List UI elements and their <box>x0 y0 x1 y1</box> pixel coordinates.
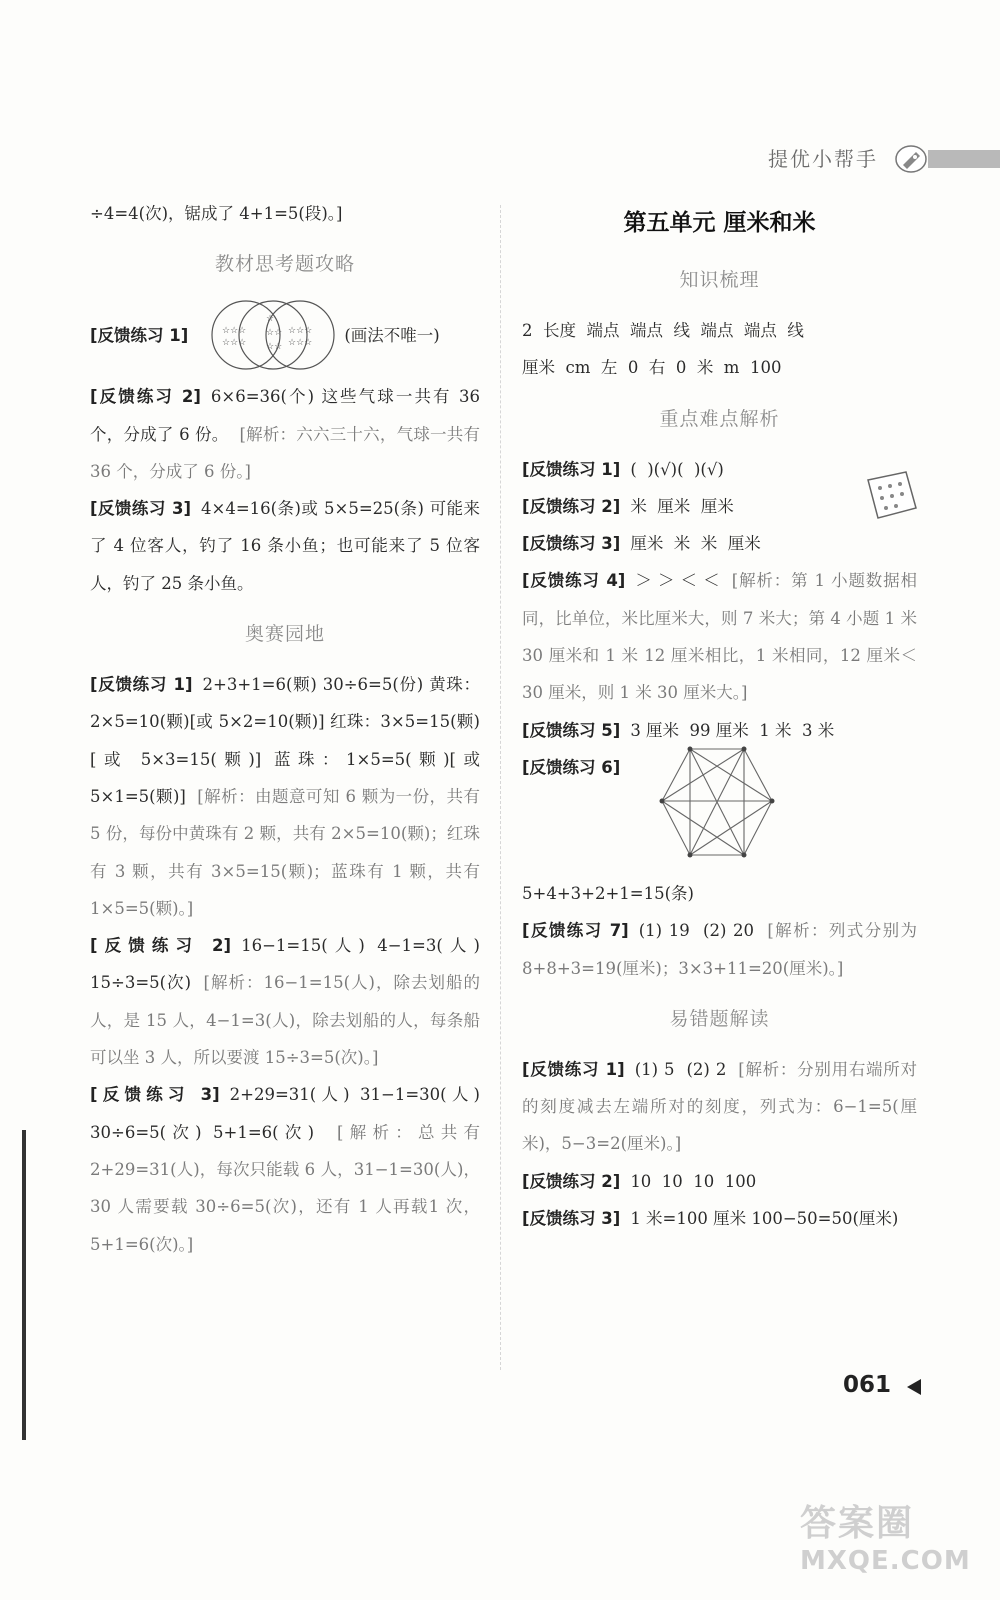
hexagon-figure <box>644 743 784 861</box>
exercise-tag: [反馈练习 4] <box>522 571 626 591</box>
exercise-answer: ( )(√)( )(√) <box>630 459 724 479</box>
exercise-item <box>522 1051 917 1163</box>
right-column <box>522 195 917 1237</box>
header-bar <box>928 150 1000 168</box>
exercise-tag: [反馈练习 5] <box>522 720 621 740</box>
left-column <box>90 195 480 1263</box>
section-heading: 易错题解读 <box>669 1007 770 1030</box>
svg-text:☆☆☆: ☆☆☆ <box>222 338 247 349</box>
venn-diagram-figure <box>208 297 338 373</box>
svg-text:☆: ☆ <box>266 314 275 325</box>
exercise-tag: [反馈练习 2] <box>90 936 232 956</box>
exercise-item <box>522 1200 917 1237</box>
exercise-analysis: [解析：由题意可知 6 颗为一份，共有 5 份，每份中黄珠有 2 颗，共有 2×5=10(颗)；红珠有 3 颗，共有 3×5=15(颗)；蓝珠有 1 颗，共有 1×5=5(颗)。] <box>90 786 480 918</box>
watermark <box>800 1495 975 1585</box>
section-heading: 教材思考题攻略 <box>214 253 355 276</box>
exercise-item <box>522 451 917 488</box>
mascot-icon <box>862 468 922 524</box>
watermark-url: MXQE.COM <box>800 1546 971 1576</box>
exercise-analysis: [解析：第 1 小题数据相同，比单位，米比厘米大，则 7 米大；第 4 小题 1 米 30 厘米和 1 米 12 厘米相比，1 米相同，12 厘米＜30 厘米，则 1 米 30 厘米大。] <box>522 571 917 703</box>
svg-text:☆☆: ☆☆ <box>266 342 283 353</box>
exercise-answer: 16−1=15(人) 4−1=3(人) 15÷3=5(次) <box>90 936 480 993</box>
exercise-analysis: [解析：分别用右端所对的刻度减去左端所对的刻度，列式为：6−1=5(厘米)，5−3=2(厘米)。] <box>522 1059 917 1154</box>
exercise-answer: 10 10 10 100 <box>630 1171 757 1191</box>
header-title: 提优小帮手 <box>768 147 878 171</box>
exercise-tag: [反馈练习 2] <box>90 387 201 407</box>
exercise-answer: 4×4=16(条)或 5×5=25(条) 可能来了 4 位客人，钓了 16 条小鱼；也可能来了 5 位客人，钓了 25 条小鱼。 <box>90 499 480 593</box>
exercise-tag: [反馈练习 3] <box>522 534 621 554</box>
exercise-answer: 2+3+1=6(颗) 30÷6=5(份) 黄珠：2×5=10(颗)[或 5×2=10(颗)] 红珠：3×5=15(颗)[或 5×3=15(颗)] 蓝珠：1×5=5(颗)[或 5×1=5(颗)] <box>90 675 480 806</box>
exercise-answer: 5+4+3+2+1=15(条) <box>522 883 694 903</box>
section-heading: 知识梳理 <box>679 269 760 291</box>
exercise-tag: [反馈练习 3] <box>90 1085 220 1105</box>
exercise-tag: [反馈练习 7] <box>522 921 629 941</box>
column-divider <box>500 205 501 1370</box>
exercise-item <box>522 1163 917 1200</box>
exercise-item <box>522 562 917 711</box>
exercise-tag: [反馈练习 3] <box>90 499 191 519</box>
unit-title: 第五单元 厘米和米 <box>623 210 816 236</box>
exercise-answer: 1 米=100 厘米 100−50=50(厘米) <box>630 1209 899 1229</box>
exercise-item <box>522 912 917 987</box>
exercise-item <box>90 666 480 927</box>
svg-text:☆☆☆: ☆☆☆ <box>222 326 247 337</box>
exercise-analysis: [解析：16−1=15(人)，除去划船的人，是 15 人，4−1=3(人)，除去划船的人，每条船可以坐 3 人，所以要渡 15÷3=5(次)。] <box>90 973 480 1068</box>
exercise-answer: 米 厘米 厘米 <box>630 496 734 516</box>
exercise-tag: [反馈练习 2] <box>522 1171 621 1191</box>
exercise-item <box>90 296 480 374</box>
knowledge-answers: 厘米 cm 左 0 右 0 米 m 100 <box>522 358 782 378</box>
exercise-tag: [反馈练习 1] <box>90 675 193 695</box>
exercise-item <box>90 927 480 1076</box>
section-heading: 重点难点解析 <box>659 407 780 430</box>
continued-line: ÷4=4(次)，锯成了 4+1=5(段)。] <box>90 204 343 223</box>
exercise-tag: [反馈练习 3] <box>522 1209 621 1229</box>
page-arrow-icon <box>907 1379 921 1395</box>
svg-text:☆☆: ☆☆ <box>266 328 283 339</box>
exercise-analysis: [解析：列式分别为 8+8+3=19(厘米)；3×3+11=20(厘米)。] <box>522 921 917 978</box>
exercise-answer: 厘米 米 米 厘米 <box>630 534 761 554</box>
exercise-analysis: [解析：六六三十六，气球一共有 36 个，分成了 6 份。] <box>90 424 480 481</box>
exercise-analysis: [解析：总共有 2+29=31(人)，每次只能载 6 人，31−1=30(人)，30 人需要载 30÷6=5(次)，还有 1 人再载1 次，5+1=6(次)。] <box>90 1122 480 1254</box>
exercise-tag: [反馈练习 1] <box>522 1059 625 1079</box>
exercise-item <box>522 749 917 875</box>
page-number: 061 <box>843 1372 892 1398</box>
exercise-answer: (1) 5 (2) 2 <box>634 1059 727 1079</box>
exercise-item <box>522 525 917 562</box>
exercise-answer: (1) 19 (2) 20 <box>638 921 755 941</box>
exercise-tag: [反馈练习 1] <box>522 459 621 479</box>
watermark-title: 答案圈 <box>800 1503 915 1544</box>
exercise-item <box>90 1076 480 1262</box>
header-tag <box>768 142 1000 176</box>
exercise-item <box>90 378 480 490</box>
svg-text:☆☆☆: ☆☆☆ <box>288 326 313 337</box>
exercise-tag: [反馈练习 6] <box>522 757 621 777</box>
exercise-answer: 2+29=31(人) 31−1=30(人) 30÷6=5(次) 5+1=6(次) <box>90 1085 480 1142</box>
exercise-answer: 6×6=36(个) 这些气球一共有 36 个，分成了 6 份。 <box>90 387 480 444</box>
exercise-answer: ＞ ＞ ＜ ＜ <box>635 571 720 591</box>
exercise-tag: [反馈练习 1] <box>90 325 189 345</box>
exercise-item <box>90 490 480 602</box>
section-heading: 奥赛园地 <box>244 623 325 646</box>
exercise-answer: 3 厘米 99 厘米 1 米 3 米 <box>630 720 835 740</box>
svg-text:☆☆☆: ☆☆☆ <box>288 338 313 349</box>
page-spine-shadow <box>22 1130 26 1440</box>
knowledge-answers: 2 长度 端点 端点 线 端点 端点 线 <box>522 321 804 340</box>
exercise-tag: [反馈练习 2] <box>522 496 621 516</box>
exercise-note: (画法不唯一) <box>344 325 440 345</box>
exercise-item <box>522 488 917 525</box>
rocket-badge-icon <box>894 144 928 174</box>
